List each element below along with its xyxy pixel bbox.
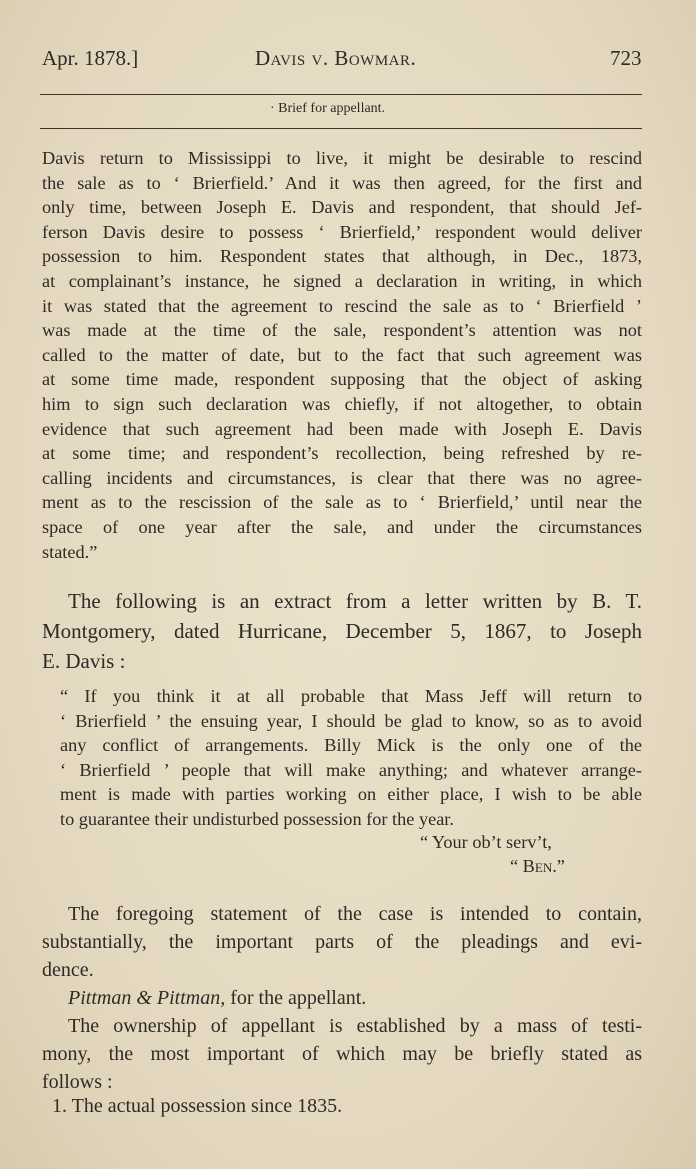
text-line: dence. bbox=[42, 959, 94, 981]
text-line: any conflict of arrangements. Billy Mick is the only one of the bbox=[60, 735, 642, 756]
text-line: called to the matter of date, but to the fact that such agreement was bbox=[42, 344, 642, 365]
text-line: the sale as to ‘ Brierfield.’ And it was then agreed, for the first and bbox=[42, 172, 642, 193]
text-line: follows : bbox=[42, 1071, 113, 1093]
letter-signature: “ Ben.” bbox=[510, 856, 565, 876]
text-line: substantially, the important parts of the pleadings and evi- bbox=[42, 931, 642, 953]
letter-quote bbox=[60, 684, 642, 832]
counsel-name: Pittman & Pittman, bbox=[68, 987, 226, 1009]
subheading-rule bbox=[40, 128, 642, 129]
running-head-date: Apr. 1878.] bbox=[42, 46, 139, 70]
text-line: to guarantee their undisturbed possession for the year. bbox=[60, 808, 454, 829]
list-item-text: 1. The actual possession since 1835. bbox=[52, 1095, 343, 1117]
text-line: at complainant’s instance, he signed a declaration in writing, in which bbox=[42, 270, 642, 291]
letter-closing: “ Your ob’t serv’t, bbox=[420, 832, 552, 852]
list-item-1 bbox=[52, 1092, 652, 1120]
text-line: ment is made with parties working on either place, I wish to be able bbox=[60, 784, 642, 805]
text-line: at some time; and respondent’s recollection, being refreshed by re- bbox=[42, 443, 642, 464]
text-line: it was stated that the agreement to rescind the sale as to ‘ Brierfield ’ bbox=[42, 295, 642, 316]
text-line: stated.” bbox=[42, 541, 98, 562]
text-line: “ If you think it at all probable that Mass Jeff will return to bbox=[60, 686, 642, 706]
text-line: possession to him. Respondent states that although, in Dec., 1873, bbox=[42, 246, 642, 267]
counsel-role: for the appellant. bbox=[225, 987, 367, 1009]
text-line: calling incidents and circumstances, is clear that there was no agree- bbox=[42, 467, 642, 488]
text-line: space of one year after the sale, and under the circumstances bbox=[42, 516, 642, 537]
text-line: at some time made, respondent supposing that the object of asking bbox=[42, 369, 642, 390]
text-line: ‘ Brierfield ’ the ensuing year, I should be glad to know, so as to avoid bbox=[60, 710, 642, 731]
subheading: · Brief for appellant. bbox=[270, 101, 386, 116]
running-head-title: Davis v. Bowmar. bbox=[255, 46, 417, 70]
text-line: only time, between Joseph E. Davis and respondent, that should Jef- bbox=[42, 197, 642, 218]
text-line: ferson Davis desire to possess ‘ Brierfield,’ respondent would deliver bbox=[42, 221, 642, 242]
text-line: The foregoing statement of the case is intended to contain, bbox=[68, 903, 642, 925]
text-line: him to sign such declaration was chiefly, if not altogether, to obtain bbox=[42, 393, 642, 414]
paragraph-2 bbox=[42, 586, 642, 676]
text-line: Davis return to Mississippi to live, it might be desirable to rescind bbox=[42, 148, 642, 168]
header-rule bbox=[40, 94, 642, 95]
text-line: The following is an extract from a letter written by B. T. bbox=[68, 589, 642, 613]
text-line: Montgomery, dated Hurricane, December 5, 1867, to Joseph bbox=[42, 619, 642, 643]
text-line: The ownership of appellant is established by a mass of testi- bbox=[68, 1015, 642, 1037]
paragraph-1 bbox=[42, 146, 642, 564]
text-line: ment as to the rescission of the sale as to ‘ Brierfield,’ until near the bbox=[42, 492, 642, 513]
text-line: was made at the time of the sale, respondent’s attention was not bbox=[42, 320, 642, 341]
text-line: mony, the most important of which may be briefly stated as bbox=[42, 1043, 642, 1065]
counsel-line bbox=[68, 984, 668, 1012]
text-line: evidence that such agreement had been made with Joseph E. Davis bbox=[42, 418, 642, 439]
paragraph-3 bbox=[42, 900, 642, 984]
text-line: ‘ Brierfield ’ people that will make anything; and whatever arrange- bbox=[60, 759, 642, 780]
paragraph-4 bbox=[42, 1012, 642, 1096]
page-number: 723 bbox=[610, 46, 642, 70]
text-line: E. Davis : bbox=[42, 649, 126, 673]
